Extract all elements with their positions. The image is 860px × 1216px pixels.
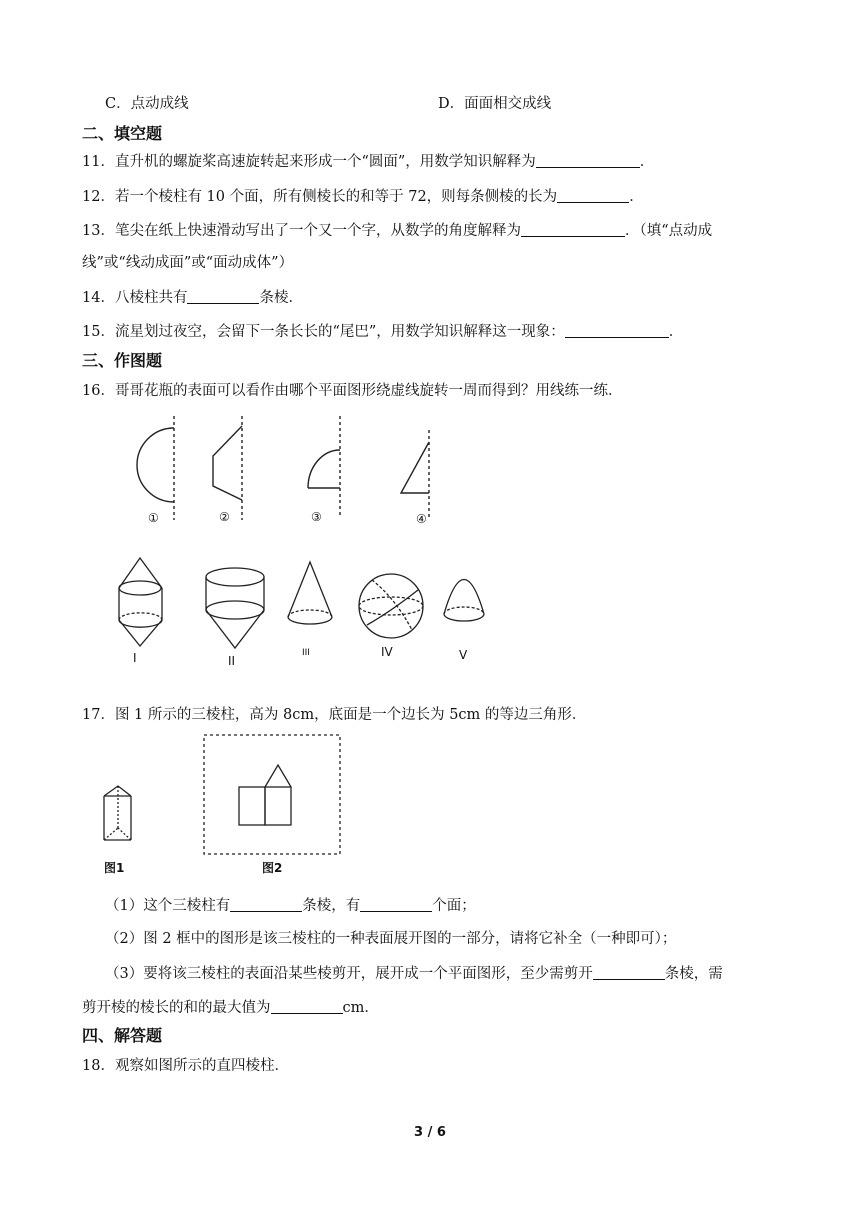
question-17-part-1: （1）这个三棱柱有 条棱，有 个面； [105,898,476,914]
shape-3-quarter-circle [308,416,340,518]
figure-2-net [239,765,291,825]
solid-3-cone [288,562,332,624]
question-12: 12．若一个棱柱有 10 个面，所有侧棱长的和等于 72，则每条侧棱的长为 ． [82,189,644,205]
shape-4-triangle [401,430,429,518]
question-17: 17．图 1 所示的三棱柱，高为 8cm，底面是一个边长为 5cm 的等边三角形． [82,707,587,723]
solid-2-cylinder-cone [206,568,264,648]
question-16: 16．哥哥花瓶的表面可以看作由哪个平面图形绕虚线旋转一周而得到？用线练一练． [82,383,623,399]
section-drawing-title: 三、作图题 [82,351,163,370]
solid-5-label: V [459,648,468,662]
answer-blank [230,897,302,912]
solid-3-label: III [302,648,310,658]
shape-1-label: ① [148,511,159,525]
solid-4-label: IV [381,645,393,659]
shape-1-semicircle [137,416,174,520]
question-11: 11．直升机的螺旋桨高速旋转起来形成一个“圆面”，用数学知识解释为 ． [82,154,655,170]
page-number: 3 / 6 [414,1125,446,1140]
question-17-part-3: （3）要将该三棱柱的表面沿某些棱剪开，展开成一个平面图形，至少需剪开 条棱，需 [105,966,723,982]
solid-4-sphere [359,574,423,638]
question-13: 13．笔尖在纸上快速滑动写出了一个又一个字，从数学的角度解释为 ．（填“点动成 [82,223,713,239]
answer-blank [360,897,432,912]
figure-1-triangular-prism [104,786,131,840]
solid-1-label: I [133,651,137,665]
shape-2-trapezoid [213,416,242,520]
solid-2-label: II [228,654,236,668]
figure-2-frame [204,735,340,854]
question-17-part-3-line2: 剪开棱的棱长的和的最大值为 cm． [82,1000,379,1016]
solid-1-cone-cylinder-cone [119,558,162,646]
answer-blank [593,965,665,980]
solid-5-dome [444,580,484,622]
question-18: 18．观察如图所示的直四棱柱． [82,1058,289,1074]
figure-1-label: 图1 [104,861,125,875]
shape-4-label: ④ [416,512,427,526]
shape-3-label: ③ [311,510,322,524]
question-13-line2: 线”或“线动成面”或“面动成体”） [82,255,294,271]
answer-blank [271,999,343,1014]
figure-2-label: 图2 [262,861,283,875]
shape-2-label: ② [219,510,230,524]
question-17-part-2: （2）图 2 框中的图形是该三棱柱的一种表面展开图的一部分，请将它补全（一种即可）； [105,931,677,947]
question-15: 15．流星划过夜空，会留下一条长长的“尾巴”，用数学知识解释这一现象： ． [82,324,684,340]
option-c: C．点动成线 [105,96,189,112]
option-d: D．面面相交成线 [438,96,552,112]
question-14: 14．八棱柱共有 条棱． [82,290,303,306]
section-fill-in-title: 二、填空题 [82,124,163,143]
section-solution-title: 四、解答题 [82,1026,163,1045]
